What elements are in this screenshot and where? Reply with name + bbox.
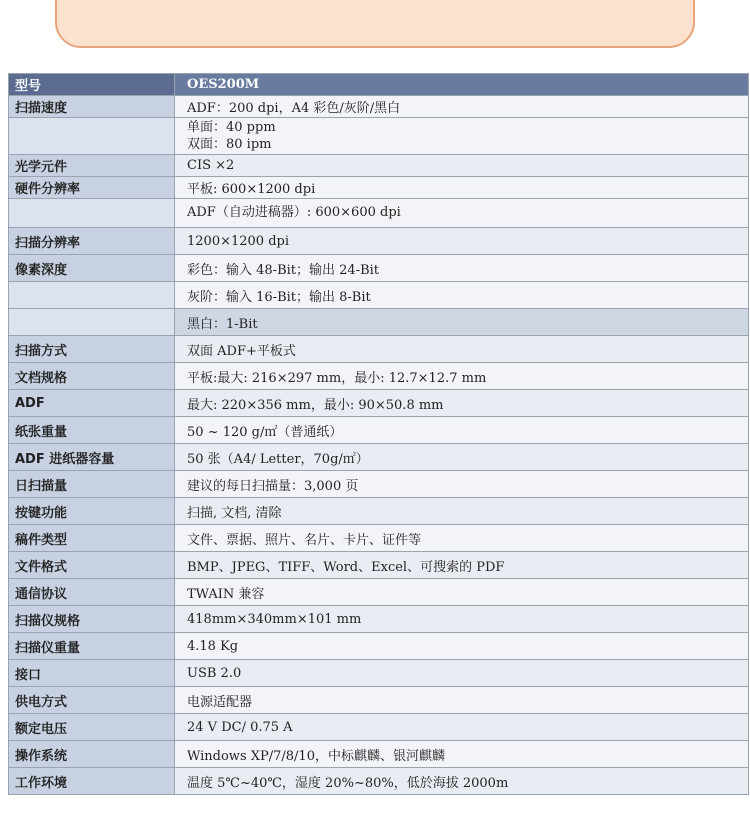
spec-row-env	[9, 768, 749, 795]
spec-value: 双面 ADF+平板式	[175, 336, 749, 363]
spec-value: 文件、票据、照片、名片、卡片、证件等	[175, 525, 749, 552]
spec-row-protocol	[9, 579, 749, 606]
spec-label: 扫描方式	[9, 336, 175, 363]
spec-label-empty	[9, 282, 175, 309]
spec-value: CIS ×2	[175, 155, 749, 177]
spec-value: 418mm×340mm×101 mm	[175, 606, 749, 633]
spec-label: 扫描仪规格	[9, 606, 175, 633]
spec-value: 24 V DC/ 0.75 A	[175, 714, 749, 741]
spec-label: 按键功能	[9, 498, 175, 525]
spec-label: ADF 进纸器容量	[9, 444, 175, 471]
spec-value: 温度 5℃~40℃，湿度 20%~80%，低於海拔 2000m	[175, 768, 749, 795]
spec-value: Windows XP/7/8/10，中标麒麟、银河麒麟	[175, 741, 749, 768]
spec-value: 4.18 Kg	[175, 633, 749, 660]
spec-value-line: 单面：40 ppm	[187, 120, 276, 135]
spec-value: 1200×1200 dpi	[175, 228, 749, 255]
spec-label: 供电方式	[9, 687, 175, 714]
spec-row-voltage	[9, 714, 749, 741]
spec-value: 灰阶：输入 16-Bit；输出 8-Bit	[175, 282, 749, 309]
spec-row-mode	[9, 336, 749, 363]
spec-label: 工作环境	[9, 768, 175, 795]
spec-label: 型号	[9, 74, 175, 96]
spec-value	[175, 118, 749, 155]
spec-label: ADF	[9, 390, 175, 417]
spec-label: 像素深度	[9, 255, 175, 282]
spec-row-model	[9, 74, 749, 96]
spec-value: 平板: 600×1200 dpi	[175, 177, 749, 199]
spec-row-speed	[9, 96, 749, 118]
spec-value: 黑白：1-Bit	[175, 309, 749, 336]
spec-row-optics	[9, 155, 749, 177]
spec-row-daily	[9, 471, 749, 498]
spec-row-hwres	[9, 177, 749, 199]
spec-row-os	[9, 741, 749, 768]
spec-row-port	[9, 660, 749, 687]
spec-value: ADF（自动进稿器）: 600×600 dpi	[175, 199, 749, 228]
spec-row-capacity	[9, 444, 749, 471]
spec-label-empty	[9, 118, 175, 155]
spec-label: 稿件类型	[9, 525, 175, 552]
spec-value: 50 ~ 120 g/㎡（普通纸）	[175, 417, 749, 444]
spec-row-format	[9, 552, 749, 579]
spec-value: 建议的每日扫描量：3,000 页	[175, 471, 749, 498]
spec-value: 平板:最大: 216×297 mm，最小: 12.7×12.7 mm	[175, 363, 749, 390]
spec-label: 额定电压	[9, 714, 175, 741]
spec-value: TWAIN 兼容	[175, 579, 749, 606]
spec-label: 日扫描量	[9, 471, 175, 498]
spec-label: 操作系统	[9, 741, 175, 768]
spec-label: 扫描速度	[9, 96, 175, 118]
spec-label: 扫描仪重量	[9, 633, 175, 660]
spec-value: 电源适配器	[175, 687, 749, 714]
spec-value: USB 2.0	[175, 660, 749, 687]
spec-row-depth-cont	[9, 282, 749, 309]
spec-label: 纸张重量	[9, 417, 175, 444]
spec-row-docsize	[9, 363, 749, 390]
spec-value: 彩色：输入 48-Bit；输出 24-Bit	[175, 255, 749, 282]
spec-row-depth	[9, 255, 749, 282]
spec-value: OES200M	[175, 74, 749, 96]
spec-value: 扫描, 文档, 清除	[175, 498, 749, 525]
spec-label: 通信协议	[9, 579, 175, 606]
spec-label: 扫描分辨率	[9, 228, 175, 255]
spec-label: 硬件分辨率	[9, 177, 175, 199]
spec-row-paper	[9, 417, 749, 444]
spec-table	[8, 73, 749, 795]
spec-row-depth-cont	[9, 309, 749, 336]
spec-value: 50 张（A4/ Letter，70g/㎡）	[175, 444, 749, 471]
spec-row-scanres	[9, 228, 749, 255]
spec-row-speed-cont	[9, 118, 749, 155]
spec-value: 最大: 220×356 mm，最小: 90×50.8 mm	[175, 390, 749, 417]
spec-row-dims	[9, 606, 749, 633]
spec-label: 光学元件	[9, 155, 175, 177]
spec-row-buttons	[9, 498, 749, 525]
spec-row-doctype	[9, 525, 749, 552]
spec-label: 接口	[9, 660, 175, 687]
spec-label: 文件格式	[9, 552, 175, 579]
spec-row-power	[9, 687, 749, 714]
spec-row-hwres-cont	[9, 199, 749, 228]
spec-value: BMP、JPEG、TIFF、Word、Excel、可搜索的 PDF	[175, 552, 749, 579]
spec-value: ADF：200 dpi，A4 彩色/灰阶/黑白	[175, 96, 749, 118]
spec-label-empty	[9, 309, 175, 336]
spec-value-line: 双面：80 ipm	[187, 137, 272, 152]
features-callout	[55, 0, 695, 48]
spec-row-adf	[9, 390, 749, 417]
spec-label: 文档规格	[9, 363, 175, 390]
spec-label-empty	[9, 199, 175, 228]
spec-row-weight	[9, 633, 749, 660]
